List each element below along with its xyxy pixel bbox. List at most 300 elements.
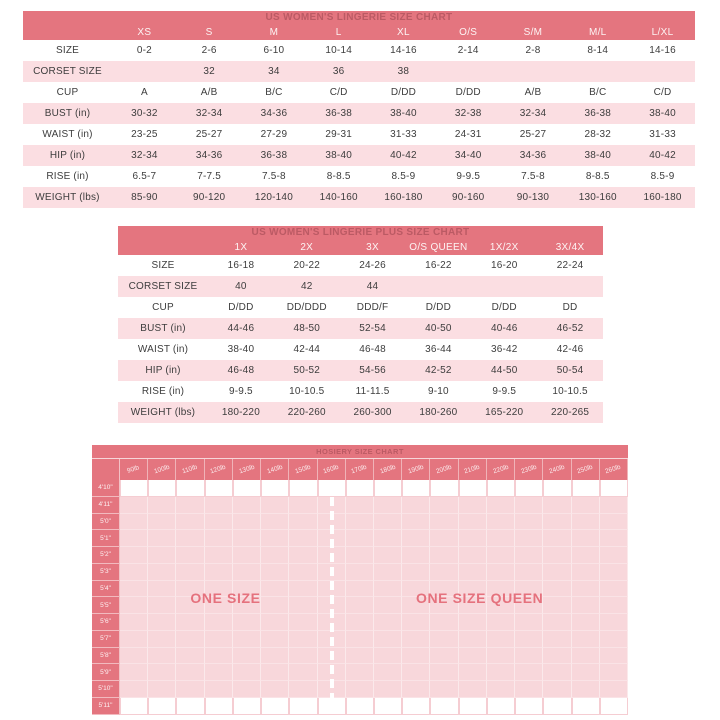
height-row-label: 5'4" [92, 581, 120, 598]
hosiery-cell [600, 631, 628, 648]
hosiery-cell [289, 530, 317, 547]
hosiery-cell [430, 581, 458, 598]
weight-column-header [289, 459, 317, 480]
cell [565, 61, 630, 82]
cell: D/DD [390, 87, 417, 98]
cell [501, 61, 566, 82]
table-row [118, 318, 603, 339]
hosiery-cell [402, 648, 430, 665]
hosiery-cell [176, 698, 204, 715]
hosiery-cell [346, 514, 374, 531]
cell: 7.5-8 [262, 171, 286, 182]
hosiery-cell [374, 514, 402, 531]
cell: 14-16 [649, 45, 676, 56]
cell: 52-54 [359, 323, 386, 334]
hosiery-cell [346, 564, 374, 581]
hosiery-cell [459, 664, 487, 681]
column-header: L [306, 25, 371, 40]
hosiery-cell [261, 497, 289, 514]
hosiery-cell [374, 614, 402, 631]
hosiery-cell [261, 681, 289, 698]
cell: 8.5-9 [650, 171, 675, 182]
hosiery-cell [600, 564, 628, 581]
hosiery-cell [515, 597, 543, 614]
weight-column-header-label: 170lb [350, 463, 369, 476]
hosiery-cell [600, 581, 628, 598]
cell: 180-220 [221, 407, 260, 418]
cell: 42-44 [293, 344, 321, 355]
weight-column-header [402, 459, 430, 480]
cell [630, 61, 695, 82]
hosiery-cell [572, 698, 600, 715]
hosiery-cell [233, 664, 261, 681]
column-header: XL [371, 25, 436, 40]
weight-column-header [543, 459, 571, 480]
hosiery-cell [402, 514, 430, 531]
height-row-label: 4'11" [92, 497, 120, 514]
hosiery-cell [318, 497, 346, 514]
weight-column-header [205, 459, 233, 480]
hosiery-cell [120, 530, 148, 547]
hosiery-cell [205, 597, 233, 614]
hosiery-cell [176, 614, 204, 631]
hosiery-cell [430, 547, 458, 564]
hosiery-cell [346, 698, 374, 715]
cell: 36-38 [325, 108, 352, 119]
hosiery-cell [402, 480, 430, 497]
hosiery-cell [600, 497, 628, 514]
height-row-label: 5'2" [92, 547, 120, 564]
hosiery-cell [487, 698, 515, 715]
hosiery-cell [374, 564, 402, 581]
hosiery-cell [148, 581, 176, 598]
weight-column-header [515, 459, 543, 480]
hosiery-cell [543, 530, 571, 547]
cell: 40-42 [649, 150, 676, 161]
cell: C/D [653, 87, 672, 98]
weight-column-header-label: 200lb [435, 463, 453, 476]
hosiery-cell [543, 681, 571, 698]
cell: 2-6 [201, 45, 217, 56]
hosiery-cell [515, 581, 543, 598]
hosiery-cell [148, 497, 176, 514]
hosiery-cell [402, 497, 430, 514]
cell: DD/DDD [286, 302, 327, 313]
cell: 14-16 [390, 45, 417, 56]
cell: D/DD [228, 302, 254, 313]
cell: 140-160 [319, 192, 358, 203]
cell: B/C [589, 87, 607, 98]
hosiery-cell [205, 497, 233, 514]
hosiery-cell [430, 698, 458, 715]
cell: 30-32 [131, 108, 158, 119]
hosiery-cell [543, 631, 571, 648]
hosiery-cell [289, 648, 317, 665]
hosiery-cell [289, 581, 317, 598]
weight-column-header-label: 90lb [126, 464, 141, 475]
hosiery-cell [318, 698, 346, 715]
one-size-label: ONE SIZE [190, 589, 261, 606]
cell: 42-46 [556, 344, 584, 355]
cell: 6.5-7 [132, 171, 157, 182]
cell: 34-36 [260, 108, 288, 119]
hosiery-cell [318, 480, 346, 497]
weight-column-header [572, 459, 600, 480]
weight-column-header-label: 180lb [378, 463, 397, 476]
cell: 31-33 [649, 129, 676, 140]
hosiery-cell [289, 681, 317, 698]
hosiery-cell [289, 514, 317, 531]
cell: 6-10 [263, 45, 285, 56]
hosiery-cell [120, 547, 148, 564]
cell: 40-42 [390, 150, 417, 161]
hosiery-cell [148, 614, 176, 631]
hosiery-cell [374, 547, 402, 564]
column-header: L/XL [630, 25, 695, 40]
cell: 130-160 [578, 192, 617, 203]
hosiery-cell [487, 614, 515, 631]
row-label: SIZE [151, 260, 175, 271]
hosiery-cell [402, 631, 430, 648]
cell [112, 61, 177, 82]
height-row-label: 5'3" [92, 564, 120, 581]
hosiery-cell [261, 530, 289, 547]
hosiery-cell [176, 514, 204, 531]
height-row-label: 5'10" [92, 681, 120, 698]
hosiery-cell [346, 547, 374, 564]
cell: 10-10.5 [552, 386, 588, 397]
cell: 54-56 [359, 365, 386, 376]
cell: 85-90 [131, 192, 158, 203]
hosiery-cell [289, 698, 317, 715]
column-header: 1X/2X [471, 240, 537, 255]
cell: 10-10.5 [289, 386, 325, 397]
cell: 16-20 [490, 260, 518, 271]
cell: 2-8 [525, 45, 541, 56]
hosiery-cell [572, 497, 600, 514]
hosiery-cell [600, 614, 628, 631]
hosiery-cell [374, 497, 402, 514]
hosiery-cell [205, 664, 233, 681]
cell: 7.5-8 [521, 171, 545, 182]
cell: 44 [366, 281, 379, 292]
row-label: CUP [56, 87, 79, 98]
cell: 34-36 [519, 150, 547, 161]
hosiery-cell [261, 614, 289, 631]
weight-column-header-label: 110lb [181, 463, 199, 476]
cell: 36-38 [584, 108, 612, 119]
hosiery-cell [543, 547, 571, 564]
cell: 27-29 [260, 129, 288, 140]
hosiery-cell [459, 614, 487, 631]
hosiery-cell [346, 597, 374, 614]
cell: 44-50 [490, 365, 518, 376]
hosiery-cell [374, 597, 402, 614]
hosiery-cell [572, 681, 600, 698]
hosiery-cell [289, 480, 317, 497]
hosiery-cell [120, 564, 148, 581]
cell: 16-22 [425, 260, 452, 271]
cell: 23-25 [131, 129, 158, 140]
hosiery-cell [261, 581, 289, 598]
cell: 90-120 [192, 192, 226, 203]
hosiery-cell [346, 497, 374, 514]
table-row [118, 360, 603, 381]
weight-column-header-label: 230lb [520, 463, 538, 476]
hosiery-cell [374, 664, 402, 681]
corner-cell [23, 25, 112, 40]
hosiery-cell [120, 581, 148, 598]
hosiery-cell [459, 648, 487, 665]
hosiery-cell [430, 614, 458, 631]
hosiery-cell [120, 597, 148, 614]
cell: 220-265 [551, 407, 590, 418]
row-label: WAIST (in) [137, 344, 189, 355]
hosiery-cell [120, 681, 148, 698]
weight-column-header-label: 260lb [604, 463, 623, 476]
hosiery-cell [515, 547, 543, 564]
hosiery-cell [600, 597, 628, 614]
hosiery-grid [92, 459, 628, 715]
column-header: S/M [501, 25, 566, 40]
table-row [23, 61, 695, 82]
hosiery-cell [487, 597, 515, 614]
hosiery-cell [205, 547, 233, 564]
weight-column-header [374, 459, 402, 480]
hosiery-cell [430, 681, 458, 698]
hosiery-cell [148, 698, 176, 715]
height-row-label: 5'1" [92, 530, 120, 547]
hosiery-cell [402, 597, 430, 614]
weight-column-header [600, 459, 628, 480]
hosiery-cell [515, 497, 543, 514]
cell: 46-48 [227, 365, 255, 376]
hosiery-cell [430, 664, 458, 681]
row-label: BUST (in) [44, 108, 91, 119]
cell: 38 [397, 66, 410, 77]
weight-column-header [148, 459, 176, 480]
cell: 160-180 [643, 192, 682, 203]
hosiery-cell [318, 581, 346, 598]
hosiery-cell [233, 547, 261, 564]
cell: 20-22 [293, 260, 321, 271]
height-row-label: 5'6" [92, 614, 120, 631]
weight-column-header [318, 459, 346, 480]
cell: 28-32 [584, 129, 612, 140]
hosiery-cell [120, 497, 148, 514]
cell: D/DD [455, 87, 481, 98]
height-row-label: 5'8" [92, 648, 120, 665]
hosiery-cell [233, 530, 261, 547]
cell: 24-26 [359, 260, 386, 271]
hosiery-cell [487, 480, 515, 497]
hosiery-cell [515, 648, 543, 665]
hosiery-cell [176, 497, 204, 514]
cell: 180-260 [419, 407, 458, 418]
cell: 36-42 [490, 344, 518, 355]
hosiery-cell [289, 547, 317, 564]
table-row [118, 276, 603, 297]
hosiery-cell [205, 631, 233, 648]
cell: DDD/F [356, 302, 389, 313]
hosiery-cell [205, 564, 233, 581]
hosiery-cell [318, 530, 346, 547]
cell: 7-7.5 [197, 171, 222, 182]
cell: 24-31 [454, 129, 482, 140]
hosiery-cell [120, 480, 148, 497]
height-row-label: 5'0" [92, 514, 120, 531]
hosiery-cell [176, 664, 204, 681]
hosiery-cell [289, 497, 317, 514]
hosiery-cell [374, 631, 402, 648]
height-row-label: 5'11" [92, 698, 120, 715]
hosiery-cell [374, 681, 402, 698]
table-row [118, 381, 603, 402]
hosiery-cell [148, 530, 176, 547]
hosiery-cell [487, 581, 515, 598]
hosiery-cell [515, 564, 543, 581]
hosiery-cell [543, 648, 571, 665]
hosiery-cell [261, 597, 289, 614]
cell: 22-24 [556, 260, 584, 271]
hosiery-cell [572, 648, 600, 665]
weight-column-header [459, 459, 487, 480]
hosiery-cell [572, 564, 600, 581]
hosiery-chart-title: HOSIERY SIZE CHART [92, 445, 628, 459]
hosiery-cell [459, 681, 487, 698]
weight-column-header-label: 130lb [237, 463, 256, 476]
cell: 9-10 [427, 386, 449, 397]
table-row [118, 339, 603, 360]
cell: 0-2 [136, 45, 152, 56]
cell: D/DD [491, 302, 517, 313]
table-row [23, 187, 695, 208]
cell: 34-40 [454, 150, 482, 161]
cell: 160-180 [384, 192, 423, 203]
weight-column-header-label: 220lb [491, 463, 510, 476]
cell: 46-48 [359, 344, 386, 355]
hosiery-cell [487, 497, 515, 514]
cell: 120-140 [254, 192, 293, 203]
cell: 90-160 [452, 192, 485, 203]
height-row-label: 4'10" [92, 480, 120, 497]
hosiery-cell [402, 530, 430, 547]
row-label: HIP (in) [145, 365, 181, 376]
cell: 38-40 [584, 150, 612, 161]
hosiery-cell [600, 530, 628, 547]
table-row [23, 124, 695, 145]
table-row [118, 297, 603, 318]
hosiery-cell [346, 614, 374, 631]
hosiery-cell [374, 530, 402, 547]
cell: A [140, 87, 148, 98]
hosiery-cell [148, 681, 176, 698]
hosiery-cell [148, 480, 176, 497]
hosiery-cell [459, 514, 487, 531]
hosiery-cell [289, 631, 317, 648]
cell: 36 [332, 66, 345, 77]
hosiery-cell [572, 664, 600, 681]
cell: 220-260 [287, 407, 326, 418]
row-label: HIP (in) [49, 150, 86, 161]
row-label: WAIST (in) [42, 129, 93, 140]
column-header: 2X [274, 240, 340, 255]
hosiery-cell [430, 564, 458, 581]
hosiery-cell [430, 530, 458, 547]
hosiery-cell [205, 530, 233, 547]
cell: DD [562, 302, 578, 313]
hosiery-cell [261, 698, 289, 715]
hosiery-cell [430, 480, 458, 497]
cell: 32-34 [195, 108, 223, 119]
row-label: WEIGHT (lbs) [35, 192, 100, 203]
hosiery-cell [346, 581, 374, 598]
cell: 50-52 [293, 365, 321, 376]
hosiery-cell [176, 547, 204, 564]
hosiery-cell [346, 681, 374, 698]
weight-column-header-label: 160lb [322, 463, 340, 476]
weight-column-header-label: 250lb [576, 463, 594, 476]
hosiery-cell [233, 698, 261, 715]
column-header: XS [112, 25, 177, 40]
hosiery-cell [148, 648, 176, 665]
row-label: WEIGHT (lbs) [130, 407, 196, 418]
table-row [23, 103, 695, 124]
cell: 38-40 [649, 108, 676, 119]
hosiery-cell [148, 664, 176, 681]
corner-cell [118, 240, 208, 255]
hosiery-cell [233, 631, 261, 648]
cell: 38-40 [390, 108, 417, 119]
cell: 9-9.5 [456, 171, 481, 182]
hosiery-cell [261, 564, 289, 581]
hosiery-cell [515, 614, 543, 631]
cell: 8.5-9 [391, 171, 416, 182]
hosiery-cell [459, 631, 487, 648]
hosiery-cell [402, 581, 430, 598]
hosiery-cell [176, 564, 204, 581]
height-row-label: 5'5" [92, 597, 120, 614]
hosiery-cell [205, 648, 233, 665]
hosiery-cell [374, 480, 402, 497]
hosiery-cell [572, 614, 600, 631]
hosiery-cell [515, 514, 543, 531]
cell: 32-38 [454, 108, 482, 119]
column-header: 3X [340, 240, 406, 255]
cell: 8-14 [587, 45, 609, 56]
cell: 40-46 [490, 323, 518, 334]
hosiery-cell [487, 530, 515, 547]
hosiery-cell [487, 664, 515, 681]
hosiery-cell [318, 681, 346, 698]
hosiery-cell [515, 681, 543, 698]
hosiery-cell [346, 648, 374, 665]
hosiery-cell [600, 698, 628, 715]
hosiery-size-chart [92, 445, 628, 715]
size-chart-page [0, 11, 720, 720]
hosiery-cell [487, 547, 515, 564]
hosiery-cell [176, 581, 204, 598]
column-header: 3X/4X [537, 240, 603, 255]
hosiery-cell [148, 547, 176, 564]
hosiery-cell [543, 480, 571, 497]
cell: 8-8.5 [585, 171, 610, 182]
hosiery-cell [543, 698, 571, 715]
height-row-label: 5'9" [92, 664, 120, 681]
weight-column-header-label: 120lb [209, 463, 227, 476]
cell [405, 276, 471, 297]
hosiery-cell [600, 480, 628, 497]
